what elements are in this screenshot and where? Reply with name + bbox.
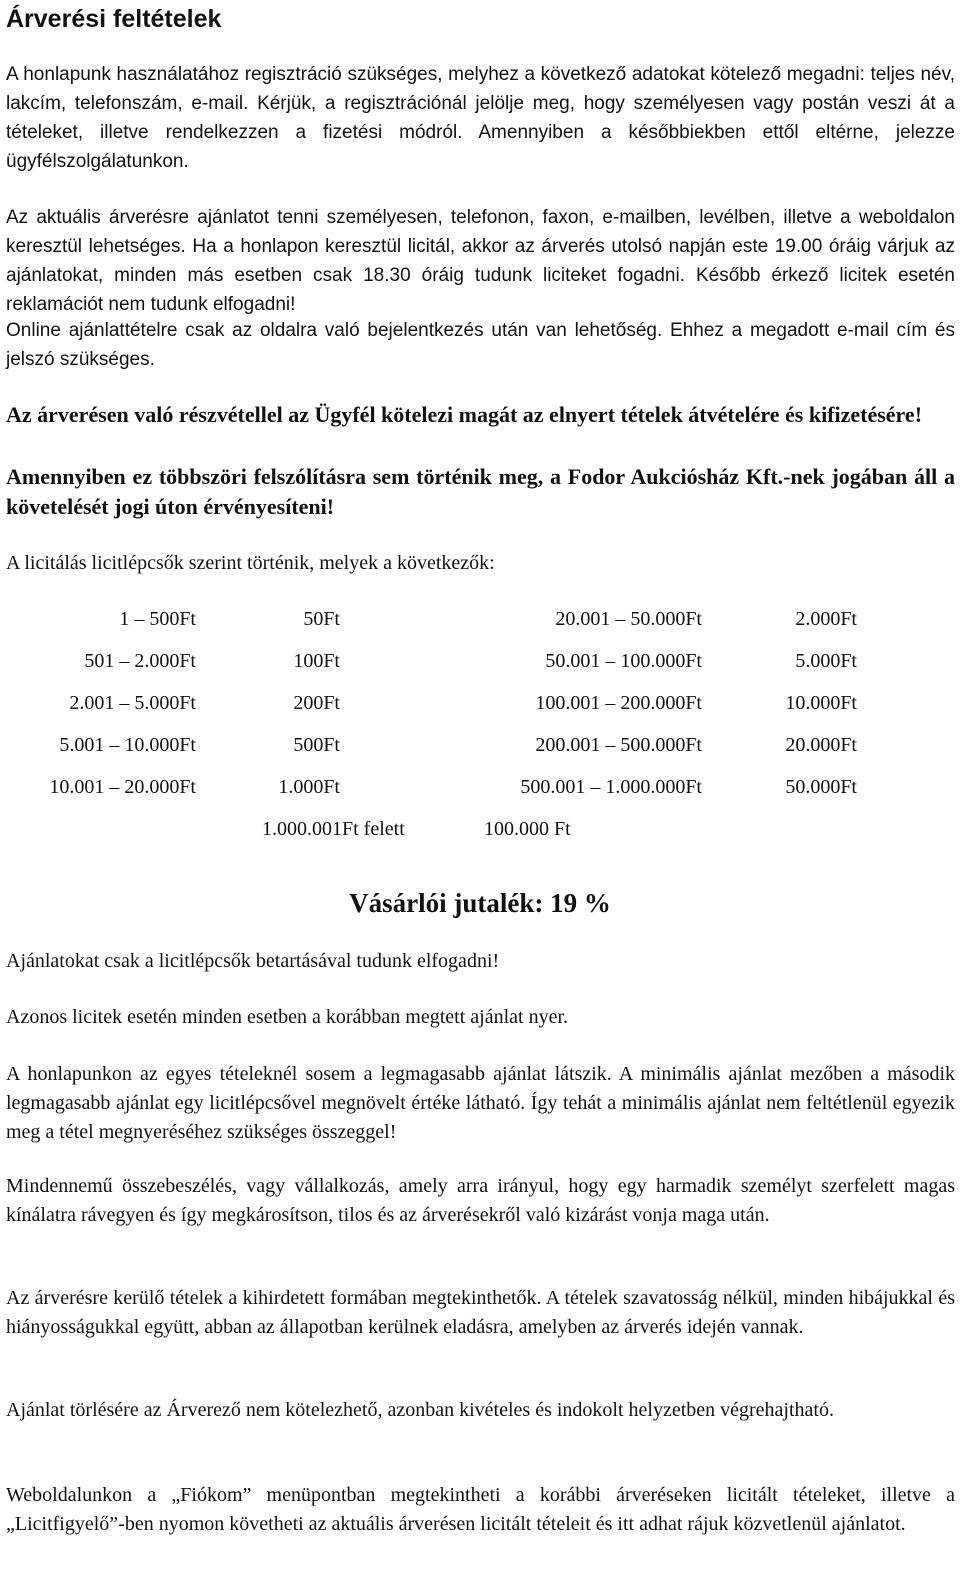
step-range-left: 10.001 – 20.000Ft [49,776,196,798]
step-increment-right: 10.000Ft [785,692,857,714]
item-condition-paragraph: Az árverésre kerülő tételek a kihirdetett formában megtekinthetők. A tételek szavatosság nélkül, minden hibájukkal és hiányosságukkal együtt, abban az állapotban kerülnek eladásra, amelyben az árverés idején vannak. [6,1287,955,1338]
equal-bids-note: Azonos licitek esetén minden esetben a korábban megtett ajánlat nyer. [6,1006,569,1028]
obligation-notice: Az árverésen való részvétellel az Ügyfél kötelezi magát az elnyert tételek átvételére és kifizetésére! [6,402,923,427]
step-range-left: 1 – 500Ft [119,608,196,630]
collusion-paragraph: Mindennemű összebeszélés, vagy vállalkozás, amely arra irányul, hogy egy harmadik személyt szerfelett magas kínálatra rávegyen és így megkárosítson, tilos és az árverésekről való kizárást vonja maga után. [6,1175,955,1226]
page-title: Árverési feltételek [6,5,222,33]
step-range-right: 20.001 – 50.000Ft [555,608,702,630]
step-range-top: 1.000.001Ft felett [262,818,405,840]
buyer-commission: Vásárlói jutalék: 19 % [349,888,611,918]
registration-paragraph: A honlapunk használatához regisztráció szükséges, melyhez a következő adatokat kötelező megadni: teljes név, lakcím, telefonszám, e-mail. Kérjük, a regisztrációnál jelölje meg, hogy személyesen vagy postán veszi át a tételeket, illetve rendelkezzen a fizetési módról. Amennyiben a későbbiekben ettől eltérne, jelezze ügyfélszolgálatunkon. [6,64,955,172]
step-increment-right: 20.000Ft [785,734,857,756]
bid-steps-intro: A licitálás licitlépcsők szerint történik, melyek a következők: [6,552,495,574]
step-increment-top: 100.000 Ft [484,818,571,840]
bidding-methods-paragraph: Az aktuális árverésre ajánlatot tenni személyesen, telefonon, faxon, e-mailben, levélben, illetve a weboldalon keresztül lehetséges. Ha a honlapon keresztül licitál, akkor az árverés utolsó napján este 19.00 óráig várjuk az ajánlatokat, minden más esetben csak 18.30 óráig tudunk liciteket fogadni. Később érkező licitek esetén reklamációt nem tudunk elfogadni! [6,207,955,315]
step-range-right: 100.001 – 200.000Ft [535,692,702,714]
step-range-right: 50.001 – 100.000Ft [545,650,702,672]
minimum-bid-paragraph: A honlapunkon az egyes tételeknél sosem a legmagasabb ajánlat látszik. A minimális ajánlat mezőben a második legmagasabb ajánlat egy licitlépcsővel megnövelt értéke látható. Így tehát a minimális ajánlat nem feltétlenül egyezik meg a tétel megnyeréséhez szükséges összeggel! [6,1063,955,1143]
step-increment-left: 500Ft [293,734,340,756]
step-increment-right: 5.000Ft [795,650,857,672]
step-increment-right: 50.000Ft [785,776,857,798]
step-range-left: 2.001 – 5.000Ft [69,692,196,714]
enforcement-notice: Amennyiben ez többszöri felszólításra sem történik meg, a Fodor Aukciósház Kft.-nek jogában áll a követelését jogi úton érvényesíteni! [6,464,955,519]
step-range-right: 200.001 – 500.000Ft [535,734,702,756]
online-bidding-paragraph: Online ajánlattételre csak az oldalra való bejelentkezés után van lehetőség. Ehhez a megadott e-mail cím és jelszó szükséges. [6,320,955,370]
step-increment-left: 100Ft [293,650,340,672]
bid-steps-note: Ajánlatokat csak a licitlépcsők betartásával tudunk elfogadni! [6,950,500,972]
bid-withdrawal-paragraph: Ajánlat törlésére az Árverező nem kötelezhető, azonban kivételes és indokolt helyzetben végrehajtható. [6,1399,834,1421]
step-increment-right: 2.000Ft [795,608,857,630]
bid-steps-table [0,600,960,850]
step-range-right: 500.001 – 1.000.000Ft [520,776,702,798]
step-increment-left: 200Ft [293,692,340,714]
account-paragraph: Weboldalunkon a „Fiókom” menüpontban megtekintheti a korábbi árveréseken licitált tételeket, illetve a „Licitfigyelő”-ben nyomon követheti az aktuális árverésen licitált tételeit és itt adhat rájuk közvetlenül ajánlatot. [6,1484,955,1535]
step-increment-left: 1.000Ft [278,776,340,798]
step-range-left: 501 – 2.000Ft [84,650,196,672]
step-range-left: 5.001 – 10.000Ft [59,734,196,756]
step-increment-left: 50Ft [303,608,340,630]
